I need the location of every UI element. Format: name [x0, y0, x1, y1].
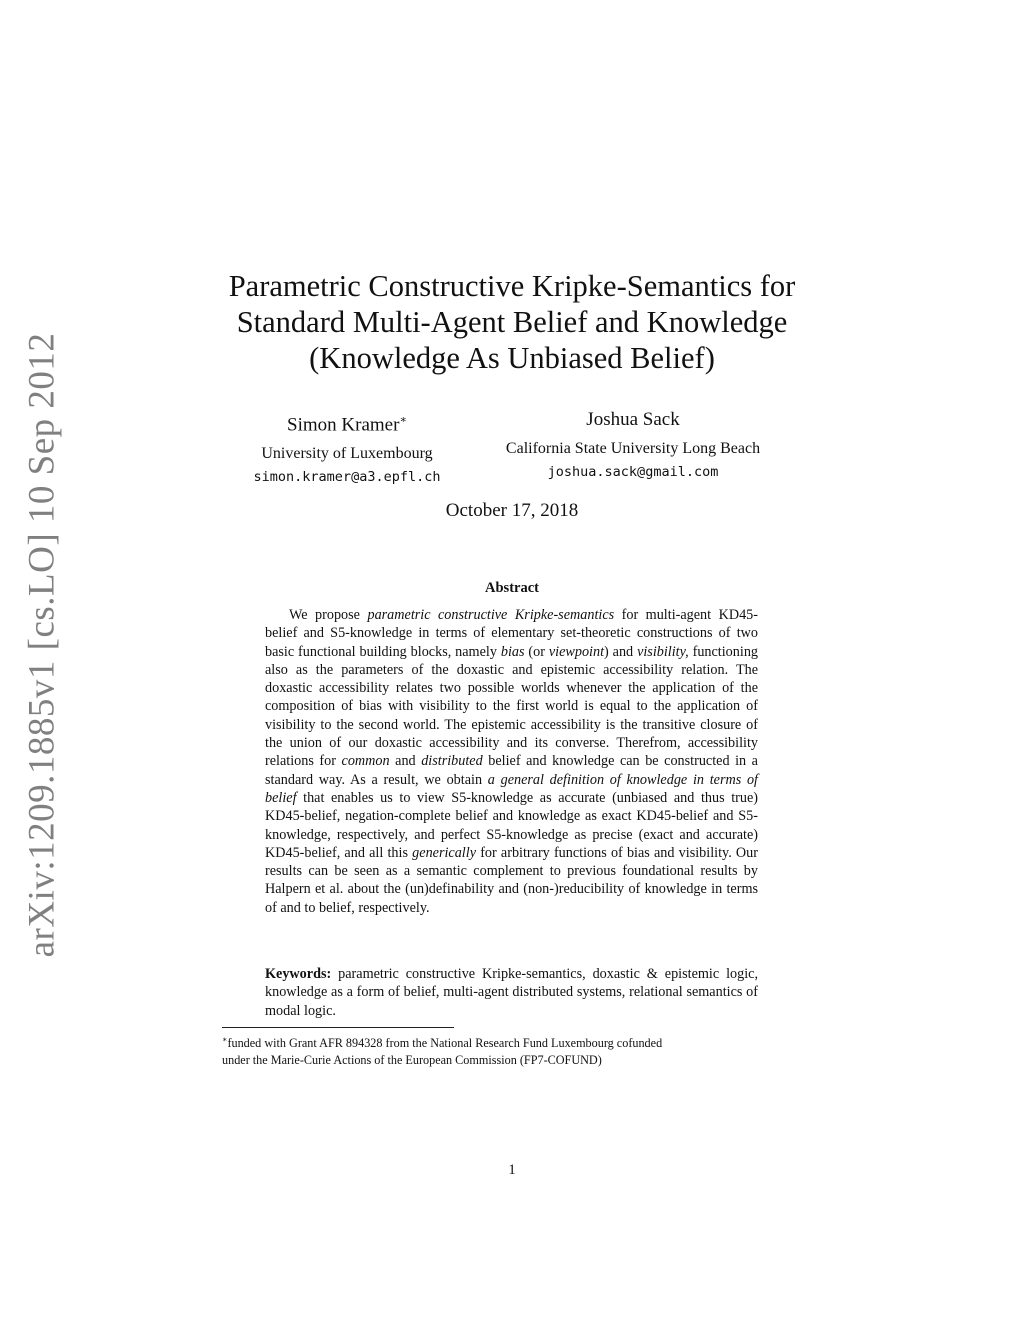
- abstract-text: ) and: [604, 643, 638, 660]
- abstract-emphasis: parametric constructive Kripke-semantics: [367, 607, 615, 623]
- abstract-text: and: [389, 753, 422, 770]
- footnote-mark: ∗: [399, 414, 407, 426]
- abstract-emphasis: generically: [412, 844, 476, 861]
- arxiv-identifier-stamp: arXiv:1209.1885v1 [cs.LO] 10 Sep 2012: [21, 332, 63, 958]
- abstract-heading: Abstract: [485, 580, 539, 596]
- keywords-text: parametric constructive Kripke-semantics, doxastic & epistemic logic, knowledge as a form of belief, multi-agent distributed systems, relational semantics of modal logic.: [265, 966, 759, 1019]
- abstract-text: belief and knowledge can be constructed in a standard way. As a result, we obtain: [265, 753, 758, 788]
- page-number: 1: [508, 1162, 516, 1178]
- author-email: joshua.sack@gmail.com: [547, 464, 719, 480]
- footnote-mark: ∗: [222, 1035, 228, 1044]
- abstract-text: for arbitrary functions of bias and visibility. Our results can be seen as a semantic complement to previous foundational results by Halpern et al. about the (un)definability and (non-)reducibility of knowledge in terms of and to belief, respectively.: [265, 844, 758, 916]
- abstract-emphasis: distributed: [421, 753, 483, 770]
- abstract-text: We propose: [289, 607, 368, 623]
- paper-date: October 17, 2018: [445, 500, 579, 521]
- title-line: (Knowledge As Unbiased Belief): [309, 341, 715, 375]
- footnote: [222, 1031, 802, 1069]
- footnote-line: under the Marie-Curie Actions of the European Commission (FP7-COFUND): [222, 1053, 602, 1068]
- author-name: Simon Kramer∗: [287, 414, 407, 436]
- abstract-text: functioning also as the parameters of the doxastic and epistemic accessibility relation. The doxastic accessibility relates two possible worlds whenever the application of the composition of bias with visibility to the first world is equal to the application of visibility to the second world. The epistemic accessibility is the transitive closure of the union of our doxastic accessibility and its converse. Therefrom, accessibility relations for: [265, 643, 759, 770]
- paper-title: [0, 268, 1024, 376]
- author-affiliation: California State University Long Beach: [505, 440, 761, 457]
- author-block-kramer: [232, 409, 462, 486]
- keywords-label: Keywords:: [265, 966, 332, 982]
- abstract-text: that enables us to view S5-knowledge as accurate (unbiased and thus true) KD45-belief, negation-complete belief and knowledge as exact KD45-belief and S5-knowledge, respectively, and perfect S5-knowledge as precise (exact and accurate) KD45-belief, and all this: [265, 789, 758, 861]
- author-name: Joshua Sack: [586, 409, 680, 430]
- abstract-emphasis: common: [341, 753, 390, 770]
- abstract-body: [265, 606, 758, 917]
- footnote-line: ∗funded with Grant AFR 894328 from the National Research Fund Luxembourg cofunded: [222, 1035, 663, 1051]
- abstract-text: for multi-agent KD45-belief and S5-knowledge in terms of elementary set-theoretic constructions of two basic functional building blocks, namely: [265, 607, 758, 660]
- abstract-emphasis: bias: [500, 643, 525, 660]
- abstract-text: (or: [524, 643, 549, 660]
- abstract-emphasis: viewpoint: [548, 643, 605, 660]
- keywords: [265, 965, 758, 1020]
- title-line: Standard Multi-Agent Belief and Knowledge: [236, 305, 788, 339]
- footnote-divider: [222, 1027, 454, 1028]
- title-line: Parametric Constructive Kripke-Semantics for: [228, 269, 796, 303]
- author-block-sack: [478, 409, 788, 481]
- abstract-emphasis: a general definition of knowledge in terms of belief: [265, 771, 758, 806]
- author-affiliation: University of Luxembourg: [261, 445, 433, 463]
- author-email: simon.kramer@a3.epfl.ch: [253, 469, 441, 486]
- abstract-emphasis: visibility,: [637, 643, 689, 660]
